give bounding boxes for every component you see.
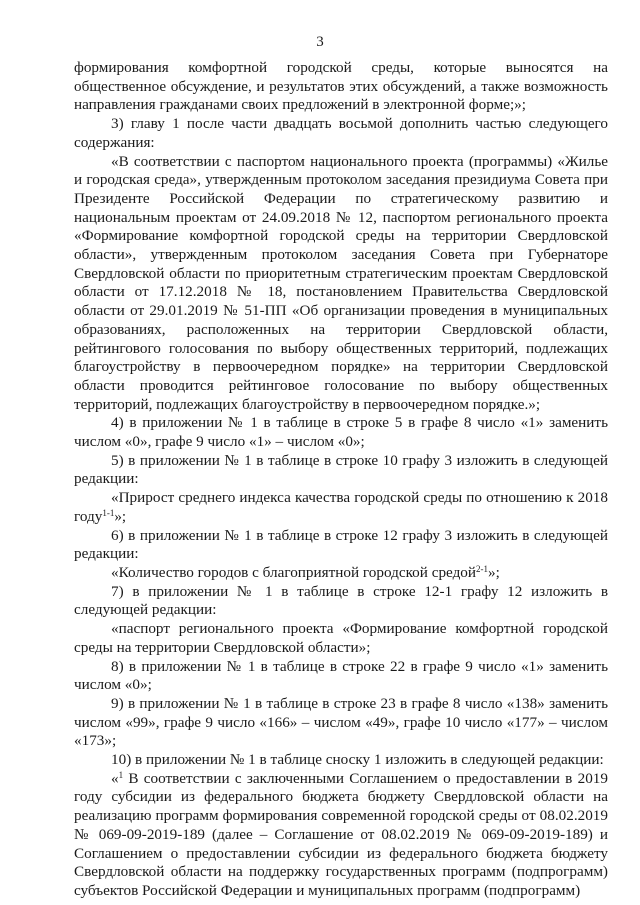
quote-text: «Прирост среднего индекса качества городской среды по отношению к 2018 году: [74, 489, 608, 525]
footnote-ref: 2-1: [476, 563, 489, 574]
footnote-text: В соответствии с заключенными Соглашением о предоставлении в 2019 году субсидии из федерального бюджета бюджету Свердловской области на реализацию программ формирования современной городской среды от 08.02.2019 № 069-09-2019-189 (далее – Соглашение от 08.02.2019 № 069-09-2019-189) и Соглашением о предоставлении субсидии из федерального бюджета бюджету Свердловской области на поддержку государственных программ (подпрограмм) субъектов Российской Федерации и муниципальных программ (подпрограмм): [74, 769, 608, 899]
paragraph-item-7: 7) в приложении № 1 в таблице в строке 12-1 графу 12 изложить в следующей редакции:: [74, 582, 608, 619]
paragraph-item-5: 5) в приложении № 1 в таблице в строке 10 графу 3 изложить в следующей редакции:: [74, 451, 608, 488]
paragraph-continuation: формирования комфортной городской среды, которые выносятся на общественное обсуждение, и результатов этих обсуждений, а также возможность направления гражданами своих предложений в электронной форме;»;: [74, 59, 608, 114]
footnote-ref: 1-1: [102, 507, 115, 518]
paragraph-item-9: 9) в приложении № 1 в таблице в строке 23 в графе 8 число «138» заменить числом «99», графе 9 число «166» – числом «49», графе 10 число «177» – числом «173»;: [74, 694, 608, 750]
page-number: 3: [316, 34, 324, 50]
paragraph-item-8: 8) в приложении № 1 в таблице в строке 22 в графе 9 число «1» заменить числом «0»;: [74, 657, 608, 694]
quote-tail: »;: [488, 563, 500, 581]
paragraph-quote-row-12-1: «паспорт регионального проекта «Формирование комфортной городской среды на территории Свердловской области»;: [74, 620, 608, 656]
paragraph-quote-row-10: [74, 489, 608, 526]
paragraph-item-4: 4) в приложении № 1 в таблице в строке 5 в графе 8 число «1» заменить числом «0», графе 9 число «1» – числом «0»;: [74, 414, 608, 451]
quote-text: «Количество городов с благоприятной городской средой: [111, 563, 477, 581]
paragraph-quote-row-12: [74, 564, 608, 583]
paragraph-item-3: 3) главу 1 после части двадцать восьмой дополнить частью следующего содержания:: [74, 115, 608, 151]
paragraph-item-10: 10) в приложении № 1 в таблице сноску 1 изложить в следующей редакции:: [111, 751, 604, 769]
document-body: [74, 59, 608, 901]
footnote-ref: 1: [118, 769, 124, 780]
paragraph-quote-chapter-1: «В соответствии с паспортом национального проекта (программы) «Жилье и городская среда», утвержденным протоколом заседания президиума Совета при Президенте Российской Федерации по стратегическому развитию и национальным проектам от 24.09.2018 № 12, паспортом регионального проекта «Формирование комфортной городской среды на территории Свердловской области», утвержденным протоколом заседания Совета при Губернаторе Свердловской области по приоритетным стратегическим проектам Свердловской области от 17.12.2018 № 18, постановлением Правительства Свердловской области от 29.01.2019 № 51-ПП «Об организации проведения в муниципальных образованиях, расположенных на территории Свердловской области, рейтингового голосования по выбору общественных территорий, подлежащих благоустройству в первоочередном порядке» на территории Свердловской области проводится рейтинговое голосование по выбору общественных территорий, подлежащих благоустройству в первоочередном порядке.»;: [74, 152, 608, 413]
quote-open: «: [111, 769, 119, 787]
paragraph-item-6: 6) в приложении № 1 в таблице в строке 12 графу 3 изложить в следующей редакции:: [74, 526, 608, 563]
quote-tail: »;: [114, 507, 127, 525]
paragraph-footnote-1: [74, 770, 608, 901]
